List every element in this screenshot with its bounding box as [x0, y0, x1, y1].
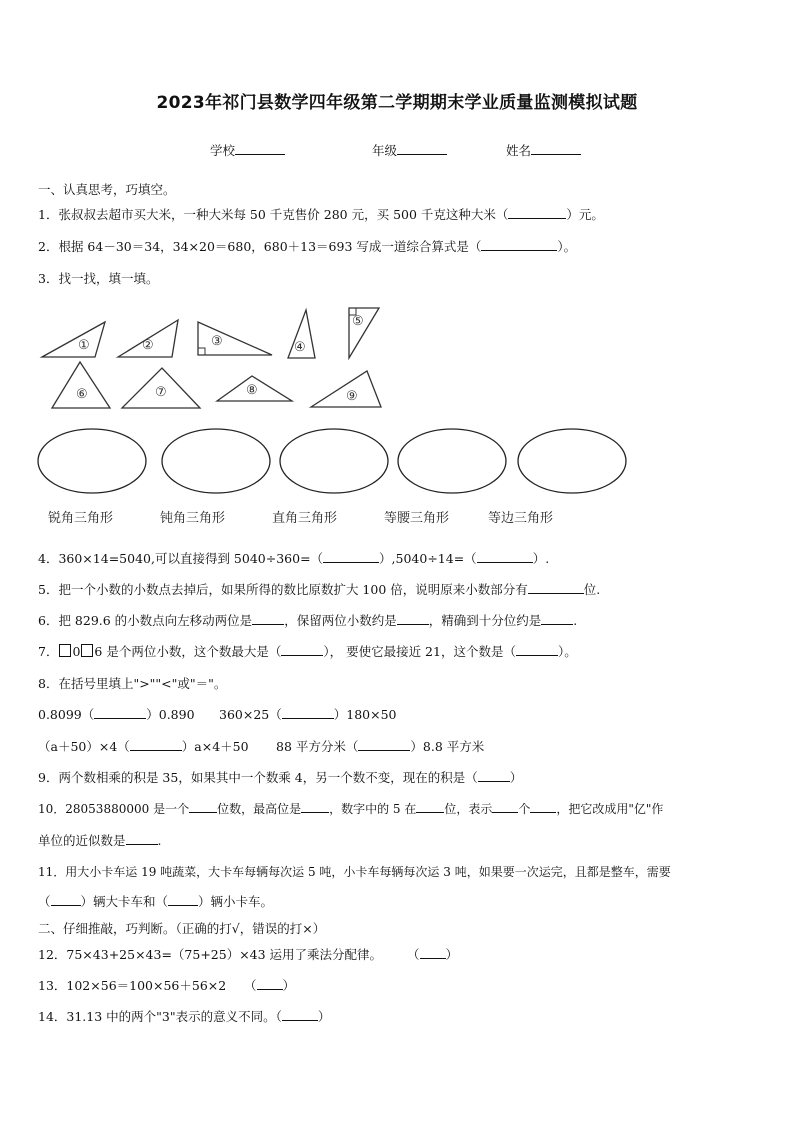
q5-blank[interactable] — [528, 581, 584, 594]
q7-digit-box-2[interactable] — [81, 644, 93, 657]
q10-blank-5[interactable] — [530, 800, 556, 813]
q9-text: 9．两个数相乘的积是 35，如果其中一个数乘 4，另一个数不变，现在的积是（ — [38, 770, 478, 785]
school-field[interactable] — [210, 141, 285, 159]
q7-digit: 0 — [72, 644, 81, 659]
question-8: 8．在括号里填上">""<"或"＝"。 — [38, 676, 227, 691]
q8-item-2-right: ）180×50 — [333, 707, 397, 722]
q7-blank-1[interactable] — [281, 643, 323, 656]
grade-label: 年级 — [372, 143, 398, 158]
q8-blank-3[interactable] — [130, 738, 182, 751]
q4-text: 4．360×14=5040,可以直接得到 5040÷360=（ — [38, 551, 324, 566]
q12-open-paren: （ — [407, 947, 420, 962]
question-12 — [38, 946, 382, 964]
question-1 — [38, 206, 604, 224]
q14-text: 14．31.13 中的两个"3"表示的意义不同。（ — [38, 1009, 282, 1024]
q8-blank-2[interactable] — [282, 706, 334, 719]
q9-text-end: ） — [509, 770, 523, 785]
section-2-heading: 二、仔细推敲，巧判断。（正确的打√，错误的打×） — [38, 921, 326, 936]
question-11: 11．用大小卡车运 19 吨蔬菜，大卡车每辆每次运 5 吨，小卡车每辆每次运 3 吨，如果要一次运完，且都是整车，需要 — [38, 865, 671, 879]
q12-blank[interactable] — [420, 946, 446, 959]
q11-blank-1[interactable] — [51, 893, 81, 906]
q8-item-1 — [38, 706, 195, 724]
q7-number: 7． — [38, 644, 59, 659]
q6-text-2: ，保留两位小数约是 — [284, 613, 397, 628]
q10-blank-4[interactable] — [492, 800, 518, 813]
triangles-figure — [0, 300, 794, 540]
category-oval-obtuse[interactable] — [162, 429, 270, 493]
q10-blank-1[interactable] — [189, 800, 217, 813]
question-5 — [38, 581, 600, 599]
q4-text-end: ）. — [532, 551, 550, 566]
q2-text: 2．根据 64－30＝34，34×20＝680，680＋13＝693 写成一道综合算式是（ — [38, 239, 482, 254]
question-9 — [38, 769, 522, 787]
q2-text-end: ）。 — [557, 239, 577, 254]
q11-text-end: ）辆小卡车。 — [198, 894, 274, 909]
triangle-label-1: ① — [78, 338, 90, 353]
q8-item-3 — [38, 738, 249, 756]
q6-blank-3[interactable] — [541, 612, 573, 625]
q10-line2-end: . — [157, 833, 162, 848]
q1-text: 1．张叔叔去超市买大米，一种大米每 50 千克售价 280 元，买 500 千克这种大米（ — [38, 207, 509, 222]
question-11-line-2 — [38, 893, 273, 911]
question-13 — [38, 977, 226, 995]
category-label-isosceles: 等腰三角形 — [384, 511, 450, 526]
q8-item-3-left: （a＋50）×4（ — [38, 739, 130, 754]
q8-item-4-left: 88 平方分米（ — [276, 739, 359, 754]
q10-text-3: ，数字中的 5 在 — [329, 802, 417, 816]
category-label-obtuse: 钝角三角形 — [160, 511, 226, 526]
q14-text-end: ） — [317, 1009, 331, 1024]
question-10 — [38, 800, 663, 818]
grade-field[interactable] — [372, 141, 447, 159]
triangle-label-2: ② — [142, 338, 154, 353]
triangle-label-7: ⑦ — [155, 385, 167, 400]
category-oval-isosceles[interactable] — [398, 429, 506, 493]
q10-line2-text: 单位的近似数是 — [38, 833, 126, 848]
q13-text: 13．102×56＝100×56＋56×2 — [38, 978, 227, 993]
name-field[interactable] — [506, 141, 581, 159]
q6-text-3: ，精确到十分位约是 — [428, 613, 542, 628]
q4-blank-1[interactable] — [323, 550, 379, 563]
triangle-label-8: ⑧ — [246, 383, 258, 398]
question-10-line-2 — [38, 832, 162, 850]
q8-blank-4[interactable] — [358, 738, 410, 751]
q8-item-2-left: 360×25（ — [219, 707, 282, 722]
q2-blank[interactable] — [481, 238, 557, 251]
q12-close-paren: ） — [445, 947, 459, 962]
q6-text-end: . — [573, 613, 578, 628]
category-label-acute: 锐角三角形 — [48, 511, 114, 526]
question-14 — [38, 1008, 330, 1026]
q6-blank-1[interactable] — [252, 612, 284, 625]
q10-blank-3[interactable] — [416, 800, 444, 813]
q5-text: 5．把一个小数的小数点去掉后，如果所得的数比原数扩大 100 倍，说明原来小数部分有 — [38, 582, 528, 597]
name-blank[interactable] — [531, 142, 581, 155]
category-label-right: 直角三角形 — [272, 511, 338, 526]
name-label: 姓名 — [506, 143, 532, 158]
triangle-label-4: ④ — [294, 340, 306, 355]
q8-item-4 — [276, 738, 484, 756]
q9-blank[interactable] — [478, 769, 510, 782]
q12-answer — [407, 946, 458, 964]
category-label-equilateral: 等边三角形 — [488, 511, 554, 526]
page-title: 2023年祁门县数学四年级第二学期期末学业质量监测模拟试题 — [156, 93, 638, 113]
q4-text-mid: ）,5040÷14=（ — [379, 551, 477, 566]
q13-open-paren: （ — [244, 978, 257, 993]
question-2 — [38, 238, 576, 256]
q13-answer — [244, 977, 295, 995]
section-1-heading: 一、认真思考，巧填空。 — [38, 182, 176, 197]
q10-text-5: 个 — [518, 802, 531, 816]
q8-item-1-right: ）0.890 — [146, 707, 195, 722]
question-4 — [38, 550, 549, 568]
triangle-label-6: ⑥ — [76, 387, 88, 402]
q1-blank[interactable] — [508, 206, 566, 219]
q10-text-2: 位数，最高位是 — [217, 802, 302, 816]
q6-text: 6．把 829.6 的小数点向左移动两位是 — [38, 613, 253, 628]
school-label: 学校 — [210, 143, 236, 158]
q13-blank[interactable] — [257, 977, 283, 990]
q7-text-end: ）。 — [557, 644, 577, 659]
q12-text: 12．75×43+25×43=（75+25）×43 运用了乘法分配律。 — [38, 947, 383, 962]
q8-item-2 — [219, 706, 397, 724]
q10-text-4: 位，表示 — [444, 802, 493, 816]
triangle-label-9: ⑨ — [346, 389, 358, 404]
q10-blank-6[interactable] — [126, 832, 158, 845]
q8-blank-1[interactable] — [94, 706, 146, 719]
question-7 — [38, 643, 577, 661]
q10-text: 10．28053880000 是一个 — [38, 802, 190, 816]
q11-text-mid: ）辆大卡车和（ — [80, 894, 169, 909]
q7-text-mid: ）， 要使它最接近 21，这个数是（ — [323, 644, 516, 659]
q7-blank-2[interactable] — [516, 643, 558, 656]
q7-digit-box-1[interactable] — [59, 644, 71, 657]
category-oval-right[interactable] — [280, 429, 388, 493]
q5-text-end: 位. — [583, 582, 601, 597]
q1-text-end: ）元。 — [566, 207, 604, 222]
triangle-label-5: ⑤ — [352, 314, 364, 329]
q8-item-1-left: 0.8099（ — [38, 707, 95, 722]
category-oval-equilateral[interactable] — [518, 429, 626, 493]
triangle-label-3: ③ — [211, 334, 223, 349]
q8-item-4-right: ）8.8 平方米 — [410, 739, 485, 754]
q4-blank-2[interactable] — [477, 550, 533, 563]
q11-blank-2[interactable] — [168, 893, 198, 906]
q10-blank-2[interactable] — [301, 800, 329, 813]
q8-item-3-right: ）a×4＋50 — [181, 739, 249, 754]
question-3: 3．找一找，填一填。 — [38, 271, 159, 286]
q10-text-6: ，把它改成用"亿"作 — [556, 802, 664, 816]
q11-text: （ — [38, 894, 51, 909]
triangle-1[interactable] — [42, 322, 105, 357]
q7-text: 6 是个两位小数，这个数最大是（ — [94, 644, 282, 659]
q6-blank-2[interactable] — [397, 612, 429, 625]
category-oval-acute[interactable] — [38, 429, 146, 493]
question-6 — [38, 612, 577, 630]
school-blank[interactable] — [235, 142, 285, 155]
q14-blank[interactable] — [282, 1008, 318, 1021]
triangle-3[interactable] — [198, 322, 272, 355]
q13-close-paren: ） — [282, 978, 296, 993]
grade-blank[interactable] — [397, 142, 447, 155]
